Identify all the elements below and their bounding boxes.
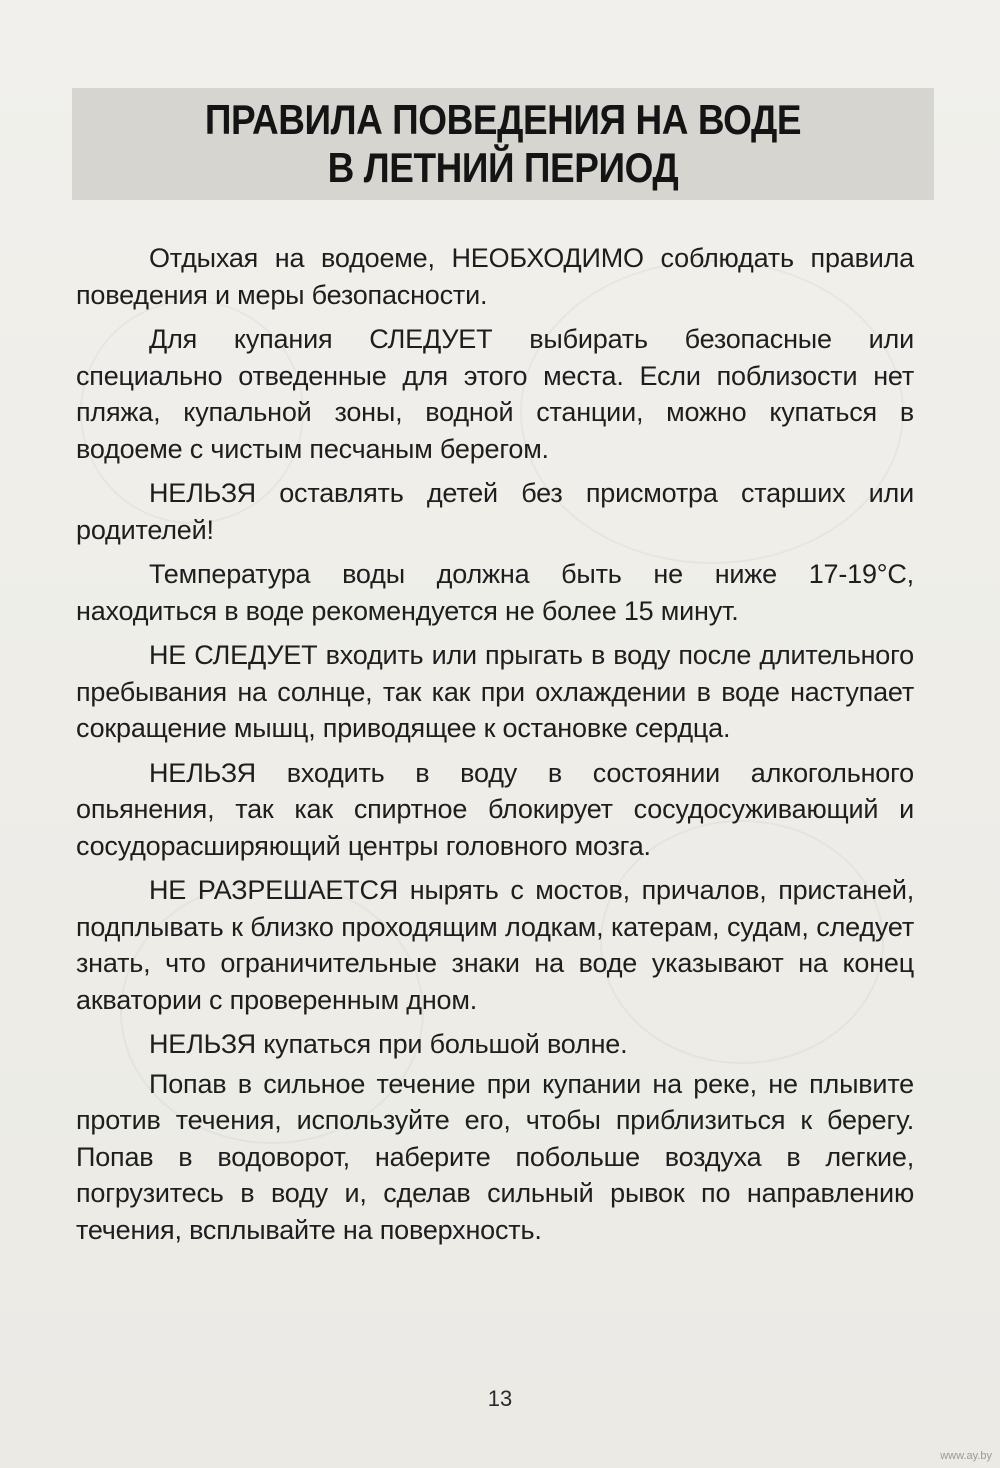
paragraph: Температура воды должна быть не ниже 17-19°С, находиться в воде рекомендуется не более 15 минут.: [76, 559, 914, 626]
page-number: 13: [487, 1386, 513, 1411]
paragraph: НЕЛЬЗЯ купаться при большой волне.: [149, 1029, 628, 1059]
paragraph: Для купания СЛЕДУЕТ выбирать безопасные или специально отведенные для этого места. Если поблизости нет пляжа, купальной зоны, водной станции, можно купаться в водоеме с чистым песчаным берегом.: [76, 324, 914, 464]
paragraph: Отдыхая на водоеме, НЕОБХОДИМО соблюдать правила поведения и меры безопасности.: [76, 243, 914, 310]
paragraph: НЕЛЬЗЯ оставлять детей без присмотра старших или родителей!: [76, 478, 914, 545]
paragraph: НЕЛЬЗЯ входить в воду в состоянии алкогольного опьянения, так как спиртное блокирует сосудосуживающий и сосудорасширяющий центры головного мозга.: [76, 757, 914, 861]
paragraph: Попав в сильное течение при купании на реке, не плывите против течения, используйте его, чтобы приблизиться к берегу. Попав в водоворот, наберите побольше воздуха в легкие, погрузитесь в воду и, сделав сильный рывок по направлению течения, всплывайте на поверхность.: [76, 1068, 914, 1245]
paragraph: НЕ РАЗРЕШАЕТСЯ нырять с мостов, причалов, пристаней, подплывать к близко проходящим лодкам, катерам, судам, следует знать, что ограничительные знаки на воде указывают на конец акватории с проверенным дном.: [76, 875, 914, 1015]
watermark: www.ay.by: [940, 1450, 992, 1462]
title-banner: [72, 88, 934, 200]
body-text: [76, 240, 914, 1256]
title-line-2: В ЛЕТНИЙ ПЕРИОД: [327, 144, 679, 191]
paragraph: НЕ СЛЕДУЕТ входить или прыгать в воду после длительного пребывания на солнце, так как при охлаждении в воде наступает сокращение мышц, приводящее к остановке сердца.: [76, 640, 914, 743]
title-line-1: ПРАВИЛА ПОВЕДЕНИЯ НА ВОДЕ: [204, 96, 802, 143]
